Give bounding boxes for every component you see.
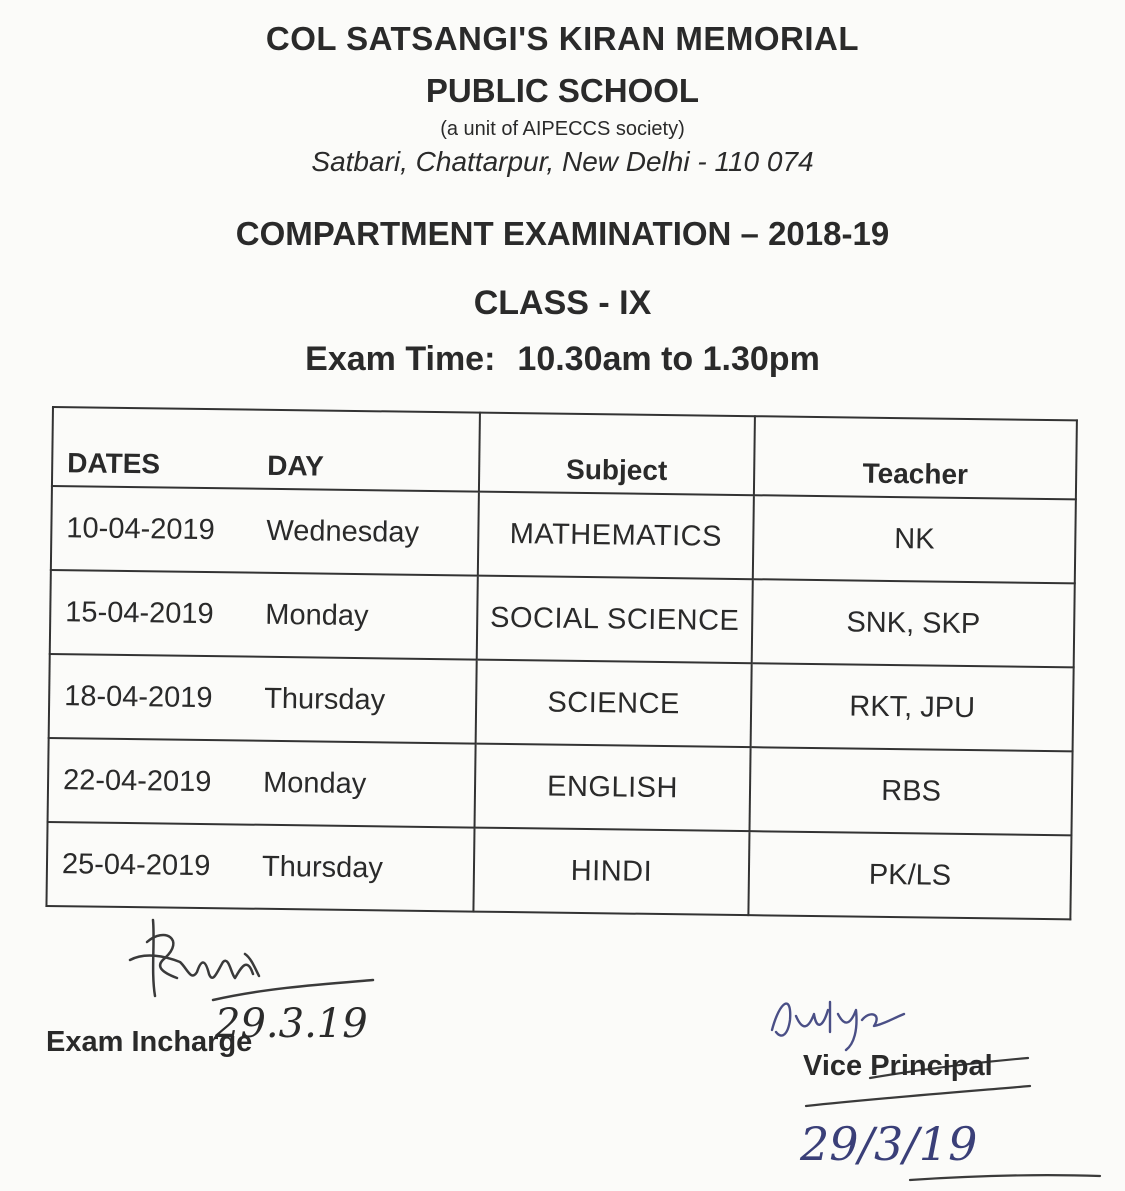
exam-schedule-table [45,406,1077,920]
date-day-cell [51,486,479,576]
teacher-cell: PK/LS [749,831,1072,919]
exam-time-value: 10.30am to 1.30pm [517,340,820,378]
table-row [51,486,1076,583]
class-label: CLASS - IX [473,284,652,322]
date-cell: 18-04-2019 [63,679,213,714]
header-day: DAY [267,449,324,482]
subject-cell: HINDI [473,828,749,916]
vice-principal-label: Vice Principal [803,1050,993,1082]
table-row [48,738,1073,835]
day-cell: Thursday [263,682,386,716]
school-name-line1: COL SATSANGI'S KIRAN MEMORIAL [265,20,860,57]
vp-sign-date: 29/3/19 [800,1117,978,1171]
table-row [50,570,1075,667]
date-cell: 15-04-2019 [65,595,214,630]
teacher-cell: RKT, JPU [751,663,1074,751]
header-teacher: Teacher [754,416,1077,499]
incharge-sign-date: 29.3.19 [215,1001,368,1047]
day-cell: Thursday [261,850,384,884]
subject-cell: SOCIAL SCIENCE [477,576,753,664]
date-day-cell [46,822,474,912]
day-cell: Monday [262,766,367,800]
exam-time-label: Exam Time: [305,340,496,378]
vice-principal-signature [760,980,1120,1190]
exam-incharge-label: Exam Incharge [46,1026,253,1058]
society-unit: (a unit of AIPECCS society) [440,118,685,140]
header-dates-day [52,407,480,492]
date-day-cell [48,738,476,828]
teacher-cell: RBS [750,747,1073,835]
subject-cell: MATHEMATICS [478,492,754,580]
header-subject: Subject [479,413,755,496]
date-day-cell [49,654,477,744]
table-row [46,822,1071,919]
date-cell: 25-04-2019 [61,847,211,882]
table-header-row [52,407,1077,499]
date-cell: 10-04-2019 [66,511,215,546]
exam-time [0,340,1125,379]
school-address: Satbari, Chattarpur, New Delhi - 110 074 [311,146,814,177]
exam-title: COMPARTMENT EXAMINATION – 2018-19 [235,215,890,252]
date-cell: 22-04-2019 [62,763,212,798]
header-dates: DATES [67,447,161,480]
subject-cell: SCIENCE [475,660,751,748]
day-cell: Monday [265,598,369,632]
teacher-cell: SNK, SKP [752,579,1075,667]
table-row [49,654,1074,751]
teacher-cell: NK [753,495,1076,583]
date-day-cell [50,570,478,660]
day-cell: Wednesday [266,514,420,549]
subject-cell: ENGLISH [474,744,750,832]
school-name-line2: PUBLIC SCHOOL [425,72,700,109]
